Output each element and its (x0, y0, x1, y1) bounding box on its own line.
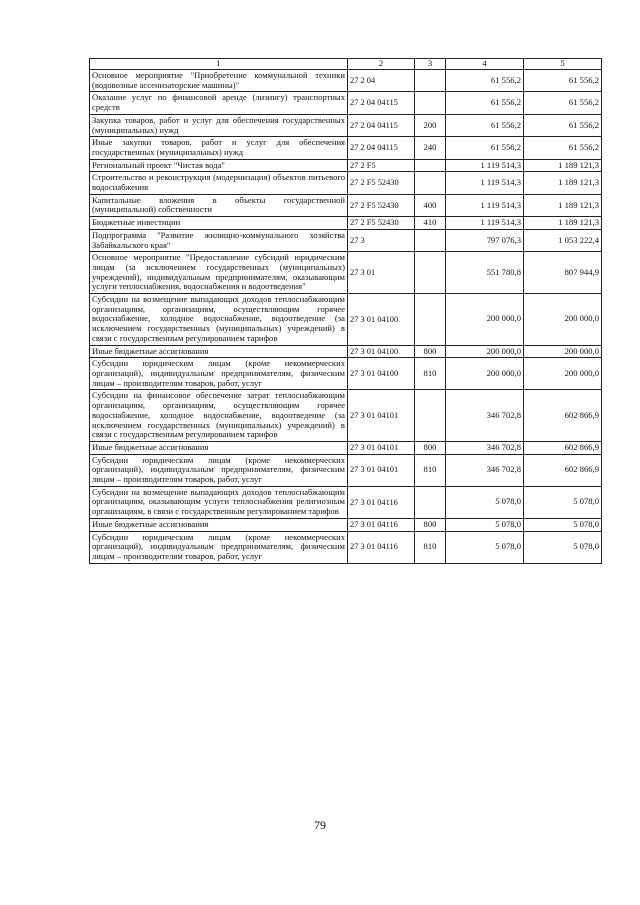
row-code-cell: 27 2 04 (348, 70, 415, 92)
row-value-2-cell: 61 556,2 (524, 114, 602, 136)
row-code-cell: 27 2 F5 52430 (348, 194, 415, 216)
row-name-cell: Иные бюджетные ассигнования (90, 441, 348, 454)
row-value-1-cell: 1 119 514,3 (446, 217, 524, 230)
row-name-cell: Подпрограмма "Развитие жилищно-коммунального хозяйства Забайкальского края" (90, 229, 348, 251)
row-kind-cell: 800 (415, 345, 446, 358)
row-kind-cell: 800 (415, 518, 446, 531)
table-row (90, 486, 602, 518)
row-value-2-cell: 1 053 222,4 (524, 229, 602, 251)
row-code-cell: 27 2 04 04115 (348, 137, 415, 159)
row-value-1-cell: 346 702,8 (446, 454, 524, 486)
row-code-cell: 27 3 (348, 229, 415, 251)
table-row (90, 345, 602, 358)
row-name-cell: Основное мероприятие "Предоставление субсидий юридическим лицам (за исключением государственных (муниципальных) учреждений), индивидуальным предпринимателям, оказывающим услуги теплоснабжения, водоснабжения и водоотведения" (90, 252, 348, 294)
header-row (90, 59, 602, 70)
row-kind-cell: 410 (415, 217, 446, 230)
row-value-1-cell: 200 000,0 (446, 345, 524, 358)
row-value-2-cell: 5 078,0 (524, 486, 602, 518)
row-kind-cell: 200 (415, 114, 446, 136)
row-value-2-cell: 61 556,2 (524, 137, 602, 159)
row-value-2-cell: 1 189 121,3 (524, 159, 602, 172)
table-row (90, 454, 602, 486)
row-code-cell: 27 2 04 04115 (348, 114, 415, 136)
row-value-2-cell: 61 556,2 (524, 92, 602, 114)
row-value-2-cell: 602 866,9 (524, 454, 602, 486)
table-row (90, 531, 602, 563)
row-kind-cell (415, 294, 446, 346)
row-code-cell: 27 3 01 04116 (348, 518, 415, 531)
row-value-1-cell: 5 078,0 (446, 518, 524, 531)
row-code-cell: 27 3 01 04100 (348, 358, 415, 390)
row-kind-cell: 810 (415, 454, 446, 486)
table-row (90, 217, 602, 230)
row-kind-cell: 800 (415, 441, 446, 454)
row-code-cell: 27 2 04 04115 (348, 92, 415, 114)
table-header (90, 59, 602, 70)
row-name-cell: Региональный проект "Чистая вода" (90, 159, 348, 172)
row-kind-cell (415, 159, 446, 172)
row-name-cell: Субсидии на финансовое обеспечение затрат теплоснабжающим организациям, организациям, осуществляющим горячее водоснабжение, холодное водоснабжение, водоотведение (за исключением государственных (муниципальных) учреждений) в связи с государственным регулированием тарифов (90, 390, 348, 442)
row-kind-cell (415, 252, 446, 294)
row-kind-cell: 810 (415, 531, 446, 563)
table-row (90, 70, 602, 92)
row-code-cell: 27 3 01 04116 (348, 486, 415, 518)
row-kind-cell (415, 172, 446, 194)
row-code-cell: 27 2 F5 52430 (348, 172, 415, 194)
budget-table (89, 58, 602, 564)
row-name-cell: Субсидии юридическим лицам (кроме некоммерческих организаций), индивидуальным предпринимателям, физическим лицам – производителям товаров, работ, услуг (90, 358, 348, 390)
row-code-cell: 27 3 01 04101 (348, 454, 415, 486)
col-header-3: 3 (415, 59, 446, 70)
row-name-cell: Субсидии юридическим лицам (кроме некоммерческих организаций), индивидуальным предпринимателям, физическим лицам – производителям товаров, работ, услуг (90, 531, 348, 563)
table-row (90, 518, 602, 531)
row-value-1-cell: 797 076,3 (446, 229, 524, 251)
page-number: 79 (314, 818, 326, 832)
row-code-cell: 27 3 01 04116 (348, 531, 415, 563)
row-value-2-cell: 807 944,9 (524, 252, 602, 294)
row-code-cell: 27 2 F5 (348, 159, 415, 172)
table-row (90, 159, 602, 172)
row-code-cell: 27 3 01 04101 (348, 390, 415, 442)
row-value-1-cell: 61 556,2 (446, 137, 524, 159)
table-row (90, 114, 602, 136)
row-code-cell: 27 3 01 04100 (348, 294, 415, 346)
row-value-1-cell: 346 702,8 (446, 390, 524, 442)
row-value-2-cell: 200 000,0 (524, 358, 602, 390)
row-kind-cell (415, 390, 446, 442)
row-value-1-cell: 346 702,8 (446, 441, 524, 454)
table-row (90, 441, 602, 454)
row-value-2-cell: 200 000,0 (524, 345, 602, 358)
row-value-2-cell: 1 189 121,3 (524, 172, 602, 194)
row-value-1-cell: 551 780,8 (446, 252, 524, 294)
table-row (90, 92, 602, 114)
table-row (90, 252, 602, 294)
row-value-2-cell: 602 866,9 (524, 390, 602, 442)
table-row (90, 358, 602, 390)
table-row (90, 172, 602, 194)
row-value-1-cell: 1 119 514,3 (446, 194, 524, 216)
row-value-2-cell: 602 866,9 (524, 441, 602, 454)
row-value-1-cell: 1 119 514,3 (446, 159, 524, 172)
col-header-2: 2 (348, 59, 415, 70)
col-header-1: 1 (90, 59, 348, 70)
row-kind-cell (415, 92, 446, 114)
row-code-cell: 27 3 01 04101 (348, 441, 415, 454)
row-value-1-cell: 61 556,2 (446, 70, 524, 92)
table-row (90, 137, 602, 159)
row-name-cell: Иные бюджетные ассигнования (90, 518, 348, 531)
row-code-cell: 27 3 01 (348, 252, 415, 294)
row-name-cell: Субсидии на возмещение выпадающих доходов теплоснабжающим организациям, оказывающим услуги теплоснабжения религиозным организациям, в связи с государственным регулированием тарифов (90, 486, 348, 518)
row-value-1-cell: 61 556,2 (446, 92, 524, 114)
row-value-1-cell: 5 078,0 (446, 486, 524, 518)
row-value-1-cell: 200 000,0 (446, 358, 524, 390)
row-name-cell: Субсидии на возмещение выпадающих доходов теплоснабжающим организациям, организациям, осуществляющим горячее водоснабжение, холодное водоснабжение, водоотведение (за исключением государственных (муниципальных) учреждений) в связи с государственным регулированием тарифов (90, 294, 348, 346)
row-value-2-cell: 200 000,0 (524, 294, 602, 346)
row-value-1-cell: 1 119 514,3 (446, 172, 524, 194)
table-row (90, 294, 602, 346)
row-name-cell: Иные бюджетные ассигнования (90, 345, 348, 358)
table-row (90, 390, 602, 442)
row-name-cell: Бюджетные инвестиции (90, 217, 348, 230)
row-name-cell: Закупка товаров, работ и услуг для обеспечения государственных (муниципальных) нужд (90, 114, 348, 136)
table-row (90, 229, 602, 251)
row-code-cell: 27 2 F5 52430 (348, 217, 415, 230)
row-value-2-cell: 1 189 121,3 (524, 194, 602, 216)
row-name-cell: Капитальные вложения в объекты государственной (муниципальной) собственности (90, 194, 348, 216)
row-kind-cell: 400 (415, 194, 446, 216)
row-kind-cell: 810 (415, 358, 446, 390)
row-kind-cell (415, 486, 446, 518)
row-name-cell: Оказание услуг по финансовой аренде (лизингу) транспортных средств (90, 92, 348, 114)
row-name-cell: Субсидии юридическим лицам (кроме некоммерческих организаций), индивидуальным предпринимателям, физическим лицам – производителям товаров, работ, услуг (90, 454, 348, 486)
table-row (90, 194, 602, 216)
row-kind-cell: 240 (415, 137, 446, 159)
row-kind-cell (415, 70, 446, 92)
col-header-5: 5 (524, 59, 602, 70)
row-value-2-cell: 1 189 121,3 (524, 217, 602, 230)
row-value-1-cell: 200 000,0 (446, 294, 524, 346)
row-value-2-cell: 5 078,0 (524, 531, 602, 563)
row-name-cell: Иные закупки товаров, работ и услуг для обеспечения государственных (муниципальных) нужд (90, 137, 348, 159)
row-name-cell: Строительство и реконструкция (модернизация) объектов питьевого водоснабжения (90, 172, 348, 194)
row-name-cell: Основное мероприятие "Приобретение коммунальной техники (водовозные ассенизаторские машины)" (90, 70, 348, 92)
row-kind-cell (415, 229, 446, 251)
table-body (90, 70, 602, 564)
row-code-cell: 27 3 01 04100 (348, 345, 415, 358)
row-value-2-cell: 5 078,0 (524, 518, 602, 531)
row-value-1-cell: 5 078,0 (446, 531, 524, 563)
col-header-4: 4 (446, 59, 524, 70)
row-value-1-cell: 61 556,2 (446, 114, 524, 136)
row-value-2-cell: 61 556,2 (524, 70, 602, 92)
